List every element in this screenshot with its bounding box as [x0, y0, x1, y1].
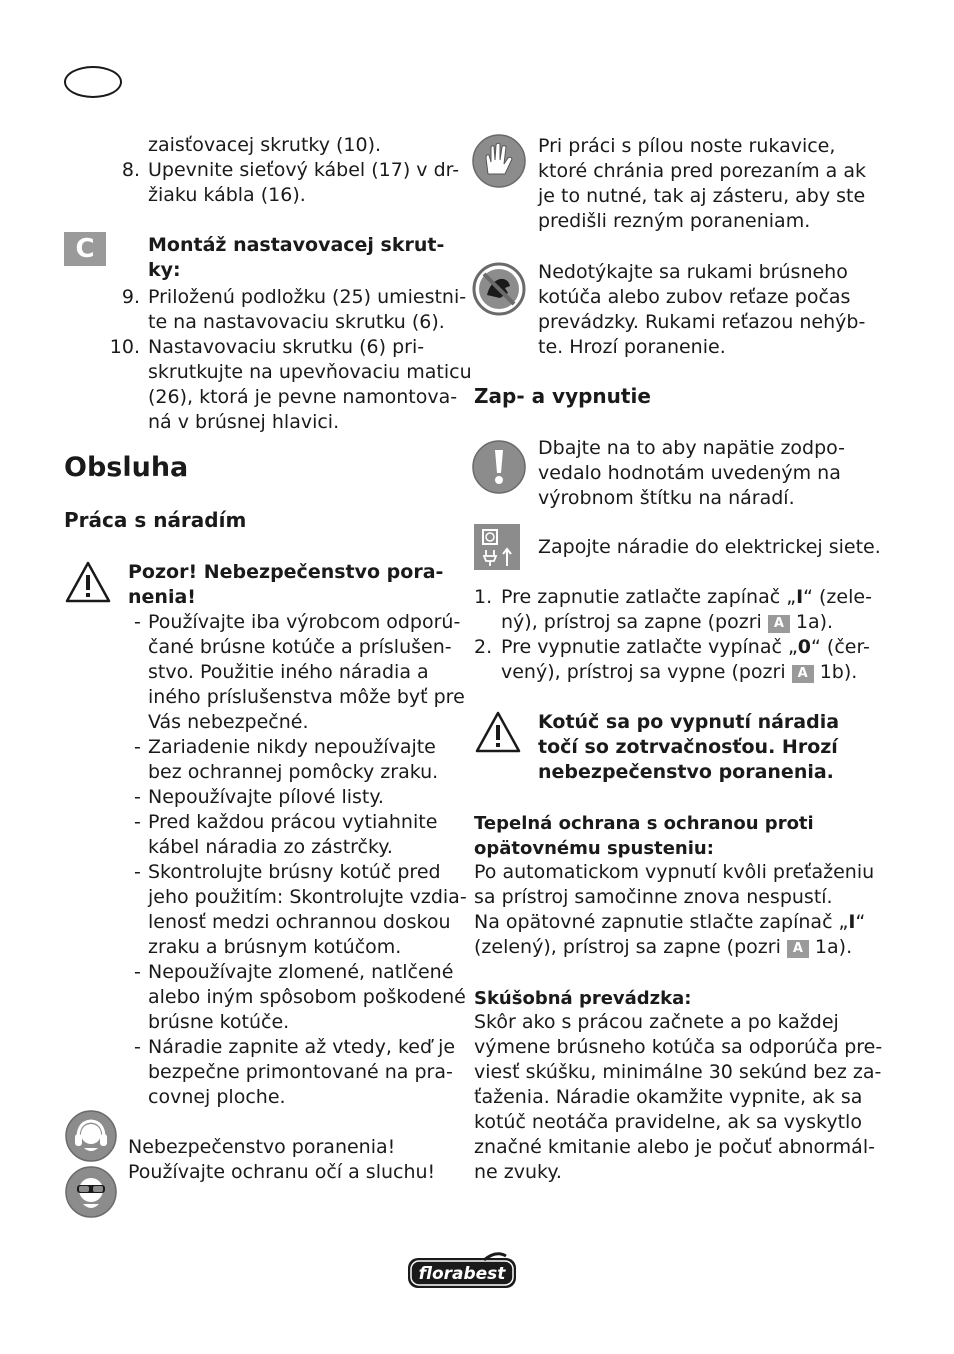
- switch-on-symbol: I: [848, 911, 856, 933]
- plug-text: Zapojte náradie do elektrickej siete.: [538, 536, 881, 558]
- bullet-dash: -: [134, 786, 141, 808]
- section-title-obsluha: Obsluha: [64, 452, 189, 483]
- list-number: 10.: [109, 336, 140, 358]
- bullet-dash: -: [134, 1036, 141, 1058]
- test-line3: viesť skúšku, minimálne 30 sekúnd bez za-: [474, 1061, 882, 1083]
- bullet-line: alebo iným spôsobom poškodené: [148, 986, 466, 1008]
- ppe-line2: Používajte ochranu očí a sluchu!: [128, 1161, 436, 1183]
- bullet-line: Pred každou prácou vytiahnite: [148, 811, 438, 833]
- step2-text: “ (čer-: [811, 636, 870, 658]
- notouch-line1: Nedotýkajte sa rukami brúsneho: [538, 261, 848, 283]
- bullet-line: lenosť medzi ochrannou doskou: [148, 911, 451, 933]
- thermal-line4: [474, 935, 852, 960]
- bullet-line: stvo. Použitie iného náradia a: [148, 661, 429, 683]
- gloves-line4: predišli rezným poraneniam.: [538, 210, 811, 232]
- ppe-line1: Nebezpečenstvo poranenia!: [128, 1136, 396, 1158]
- bullet-line: brúsne kotúče.: [148, 1011, 290, 1033]
- item9-line1: Priloženú podložku (25) umiestni-: [148, 286, 467, 308]
- bullet-line: bez ochrannej pomôcky zraku.: [148, 761, 439, 783]
- gloves-line2: ktoré chránia pred porezaním a ak: [538, 160, 866, 182]
- figure-ref-badge: A: [768, 615, 790, 633]
- continued-line: zaisťovacej skrutky (10).: [148, 134, 382, 156]
- list-item-10: [106, 335, 140, 360]
- test-line6: značné kmitanie alebo je počuť abnormál-: [474, 1136, 875, 1158]
- list-number: 9.: [121, 286, 140, 308]
- section-badge: C: [64, 232, 106, 266]
- step2-text: vený), prístroj sa vypne (pozri: [501, 661, 792, 683]
- thermal-line3: [474, 910, 865, 935]
- step1-text: “ (zele-: [803, 586, 872, 608]
- step2-text: Pre vypnutie zatlačte vypínač „: [501, 636, 798, 658]
- step1-text: ný), prístroj sa zapne (pozri: [501, 611, 768, 633]
- figure-ref-badge: A: [787, 940, 809, 958]
- item8-line2: žiaku kábla (16).: [148, 184, 306, 206]
- bullet-line: jeho použitím: Skontrolujte vzdia-: [148, 886, 467, 908]
- bullet-line: Používajte iba výrobcom odporú-: [148, 611, 461, 633]
- item10-line1: Nastavovaciu skrutku (6) pri-: [148, 336, 425, 358]
- list-item-8: [118, 158, 140, 183]
- item9-line2: te na nastavovaciu skrutku (6).: [148, 311, 445, 333]
- list-number: 8.: [121, 159, 140, 181]
- bullet-line: Zariadenie nikdy nepoužívajte: [148, 736, 436, 758]
- mount-heading-line2: ky:: [148, 259, 181, 281]
- warning-triangle-icon: [474, 710, 522, 754]
- warning-line1: Pozor! Nebezpečenstvo pora-: [128, 561, 444, 583]
- notouch-line4: te. Hrozí poranenie.: [538, 336, 726, 358]
- step2-line1: [501, 635, 870, 660]
- logo-text: florabest: [418, 1264, 506, 1284]
- item10-line2: skrutkujte na upevňovaciu maticu: [148, 361, 472, 383]
- warning-line2: nenia!: [128, 586, 196, 608]
- bullet-dash: -: [134, 736, 141, 758]
- notouch-line3: prevádzky. Rukami reťazou nehýb-: [538, 311, 866, 333]
- test-line5: kotúč neotáča pravidelne, ak sa vyskytlo: [474, 1111, 862, 1133]
- list-item-9: [118, 285, 140, 310]
- thermal-heading-line2: opätovnému spusteniu:: [474, 838, 714, 859]
- bullet-line: Skontrolujte brúsny kotúč pred: [148, 861, 441, 883]
- bullet-line: Náradie zapnite až vtedy, keď je: [148, 1036, 456, 1058]
- step2-text: 1b).: [813, 661, 858, 683]
- step2-line2: [501, 660, 857, 685]
- test-line1: Skôr ako s prácou začnete a po každej: [474, 1011, 839, 1033]
- item10-line3: (26), ktorá je pevne namontova-: [148, 386, 458, 408]
- item10-line4: ná v brúsnej hlavici.: [148, 411, 340, 433]
- thermal-text: (zelený), prístroj sa zapne (pozri: [474, 936, 787, 958]
- thermal-line2: sa prístroj samočinne znova nespustí.: [474, 886, 833, 908]
- bullet-dash: -: [134, 611, 141, 633]
- ear-protection-icon: [65, 1110, 117, 1162]
- rotation-warning-line3: nebezpečenstvo poranenia.: [538, 761, 834, 783]
- bullet-line: Vás nebezpečné.: [148, 711, 309, 733]
- bullet-line: čané brúsne kotúče a príslušen-: [148, 636, 452, 658]
- gloves-line1: Pri práci s pílou noste rukavice,: [538, 135, 836, 157]
- florabest-logo: [406, 1252, 518, 1290]
- bullet-line: kábel náradia zo zástrčky.: [148, 836, 393, 858]
- step-number-2: 2.: [474, 636, 493, 658]
- step1-text: Pre zapnutie zatlačte zapínač „: [501, 586, 797, 608]
- subsection-title-praca: Práca s náradím: [64, 508, 247, 532]
- switch-on-symbol: I: [796, 586, 804, 608]
- warning-triangle-icon: [64, 560, 112, 604]
- plug-in-icon: [474, 524, 520, 570]
- mount-heading-line1: Montáž nastavovacej skrut-: [148, 234, 445, 256]
- figure-ref-badge: A: [792, 665, 814, 683]
- thermal-text: 1a).: [808, 936, 853, 958]
- subsection-title-zap: Zap- a vypnutie: [474, 384, 651, 408]
- no-touch-icon: [472, 262, 526, 316]
- voltage-line1: Dbajte na to aby napätie zodpo-: [538, 437, 846, 459]
- thermal-heading-line1: Tepelná ochrana s ochranou proti: [474, 813, 814, 834]
- bullet-line: Nepoužívajte pílové listy.: [148, 786, 384, 808]
- test-line4: ťaženia. Náradie okamžite vypnite, ak sa: [474, 1086, 863, 1108]
- bullet-line: covnej ploche.: [148, 1086, 286, 1108]
- item8-line1: Upevnite sieťový kábel (17) v dr-: [148, 159, 460, 181]
- thermal-text: Na opätovné zapnutie stlačte zapínač „: [474, 911, 849, 933]
- test-line7: ne zvuky.: [474, 1161, 562, 1183]
- test-line2: výmene brúsneho kotúča sa odporúča pre-: [474, 1036, 883, 1058]
- thermal-line1: Po automatickom vypnutí kvôli preťaženiu: [474, 861, 875, 883]
- bullet-dash: -: [134, 811, 141, 833]
- test-heading: Skúšobná prevádzka:: [474, 988, 692, 1009]
- bullet-line: Nepoužívajte zlomené, natlčené: [148, 961, 454, 983]
- language-marker: [64, 66, 122, 98]
- bullet-line: zraku a brúsnym kotúčom.: [148, 936, 402, 958]
- step1-line1: [501, 585, 872, 610]
- rotation-warning-line2: točí so zotrvačnosťou. Hrozí: [538, 736, 838, 758]
- voltage-line2: vedalo hodnotám uvedeným na: [538, 462, 841, 484]
- step-number-1: 1.: [474, 586, 493, 608]
- step1-text: 1a).: [789, 611, 834, 633]
- notouch-line2: kotúča alebo zubov reťaze počas: [538, 286, 851, 308]
- bullet-dash: -: [134, 861, 141, 883]
- bullet-line: bezpečne primontované na pra-: [148, 1061, 453, 1083]
- attention-icon: [472, 440, 526, 494]
- bullet-line: iného príslušenstva môže byť pre: [148, 686, 465, 708]
- gloves-icon: [472, 134, 526, 188]
- eye-protection-icon: [65, 1166, 117, 1218]
- voltage-line3: výrobnom štítku na náradí.: [538, 487, 795, 509]
- thermal-text: “: [855, 911, 866, 933]
- bullet-dash: -: [134, 961, 141, 983]
- switch-off-symbol: 0: [797, 636, 812, 658]
- gloves-line3: je to nutné, tak aj zásteru, aby ste: [538, 185, 866, 207]
- rotation-warning-line1: Kotúč sa po vypnutí náradia: [538, 711, 840, 733]
- step1-line2: [501, 610, 833, 635]
